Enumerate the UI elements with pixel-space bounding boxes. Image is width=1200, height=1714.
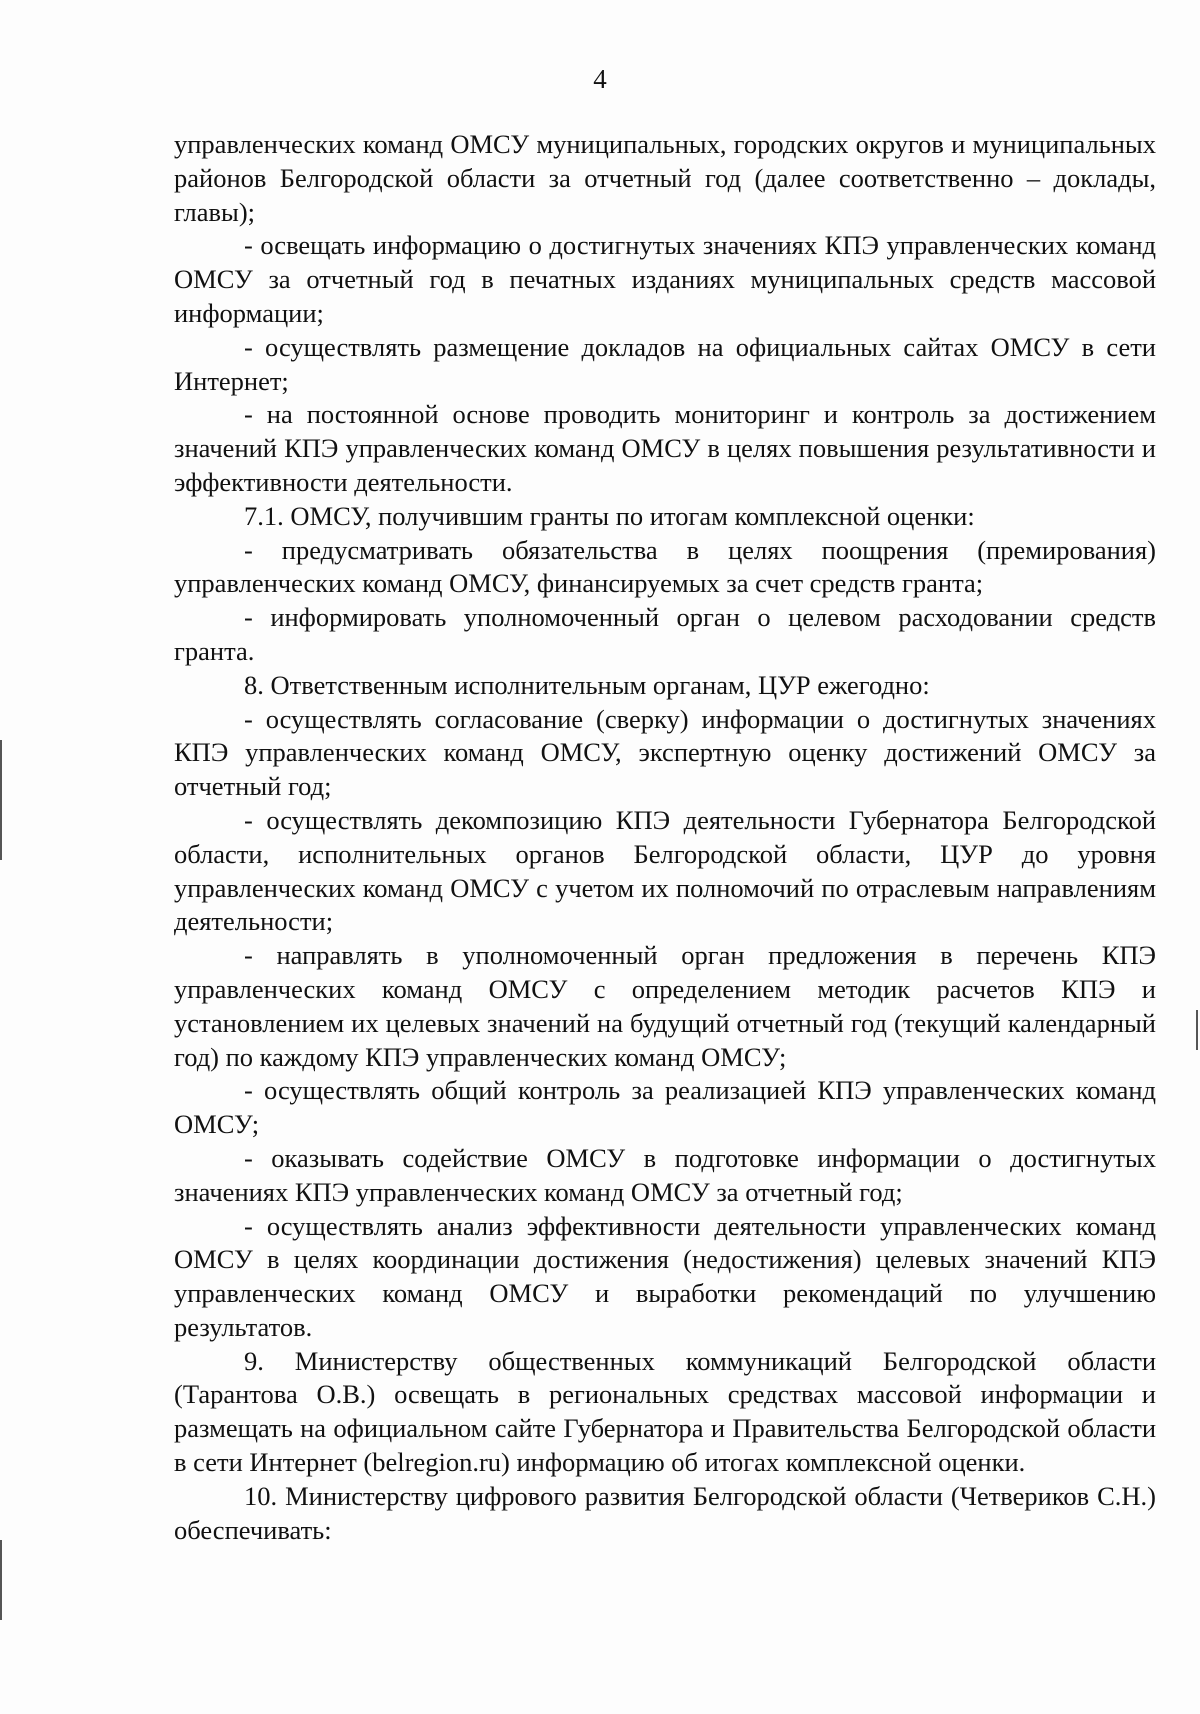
paragraph: - освещать информацию о достигнутых значениях КПЭ управленческих команд ОМСУ за отчетный год в печатных изданиях муниципальных средств массовой информации; [174, 230, 1156, 328]
paragraph: - осуществлять размещение докладов на официальных сайтах ОМСУ в сети Интернет; [174, 331, 1156, 396]
paragraph: - осуществлять анализ эффективности деятельности управленческих команд ОМСУ в целях координации достижения (недостижения) целевых значений КПЭ управленческих команд ОМСУ и выработки рекомендаций по улучшению результатов. [174, 1210, 1156, 1342]
paragraph: - оказывать содействие ОМСУ в подготовке информации о достигнутых значениях КПЭ управленческих команд ОМСУ за отчетный год; [174, 1142, 1156, 1207]
scan-edge-mark [0, 740, 2, 860]
paragraph: управленческих команд ОМСУ муниципальных, городских округов и муниципальных районов Белгородской области за отчетный год (далее соответственно – доклады, главы); [174, 129, 1156, 227]
paragraph: - осуществлять согласование (сверку) информации о достигнутых значениях КПЭ управленческих команд ОМСУ, экспертную оценку достижений ОМСУ за отчетный год; [174, 703, 1156, 802]
paragraph: - предусматривать обязательства в целях поощрения (премирования) управленческих команд ОМСУ, финансируемых за счет средств гранта; [174, 534, 1156, 599]
paragraph: - осуществлять декомпозицию КПЭ деятельности Губернатора Белгородской области, исполнительных органов Белгородской области, ЦУР до уровня управленческих команд ОМСУ с учетом их полномочий по отраслевым направлениям деятельности; [174, 804, 1156, 937]
paragraph: - на постоянной основе проводить мониторинг и контроль за достижением значений КПЭ управленческих команд ОМСУ в целях повышения результативности и эффективности деятельности. [174, 399, 1156, 497]
document-body [174, 128, 1156, 1547]
paragraph: - осуществлять общий контроль за реализацией КПЭ управленческих команд ОМСУ; [174, 1075, 1156, 1140]
scan-edge-mark [1196, 1010, 1198, 1050]
paragraph: 7.1. ОМСУ, получившим гранты по итогам комплексной оценки: [244, 500, 975, 531]
paragraph: - направлять в уполномоченный орган предложения в перечень КПЭ управленческих команд ОМСУ с определением методик расчетов КПЭ и установлением их целевых значений на будущий отчетный год (текущий календарный год) по каждому КПЭ управленческих команд ОМСУ; [174, 940, 1156, 1072]
scan-edge-mark [0, 1540, 2, 1620]
paragraph: 8. Ответственным исполнительным органам, ЦУР ежегодно: [244, 669, 930, 700]
paragraph: - информировать уполномоченный орган о целевом расходовании средств гранта. [174, 602, 1156, 666]
page-number: 4 [593, 64, 607, 94]
paragraph: 9. Министерству общественных коммуникаций Белгородской области (Тарантова О.В.) освещать в региональных средствах массовой информации и размещать на официальном сайте Губернатора и Правительства Белгородской области в сети Интернет (belregion.ru) информацию об итогах комплексной оценки. [174, 1345, 1156, 1478]
paragraph: 10. Министерству цифрового развития Белгородской области (Четвериков С.Н.) обеспечивать: [174, 1480, 1156, 1545]
